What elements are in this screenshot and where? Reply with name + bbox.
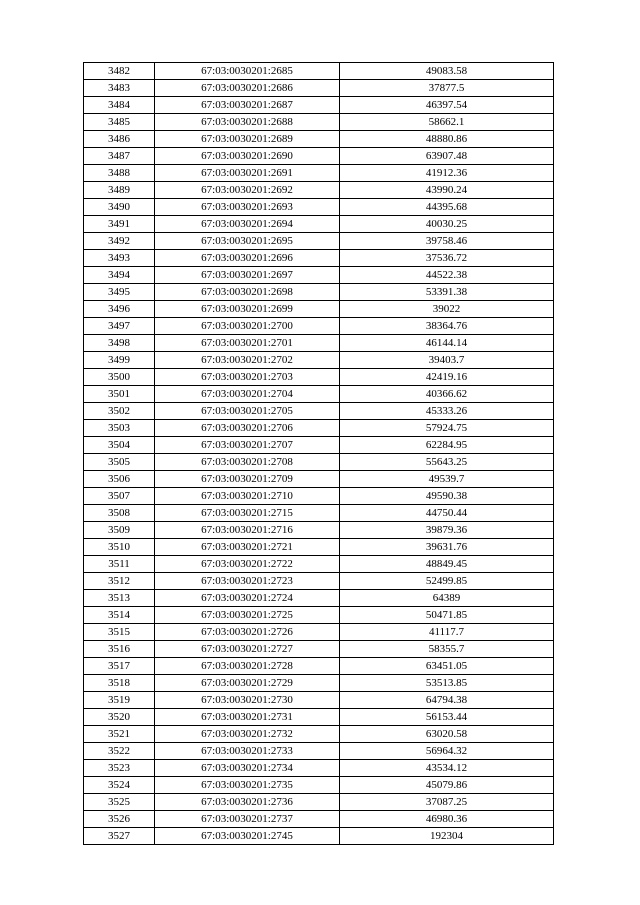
row-number-cell: 3520 — [84, 709, 155, 726]
table-row — [84, 63, 554, 80]
table-row — [84, 573, 554, 590]
cadastral-number-cell: 67:03:0030201:2708 — [155, 454, 340, 471]
row-number-cell: 3497 — [84, 318, 155, 335]
value-cell: 48880.86 — [340, 131, 554, 148]
table-row — [84, 794, 554, 811]
table-row — [84, 335, 554, 352]
cadastral-number-cell: 67:03:0030201:2697 — [155, 267, 340, 284]
cadastral-number-cell: 67:03:0030201:2730 — [155, 692, 340, 709]
value-cell: 39403.7 — [340, 352, 554, 369]
value-cell: 53513.85 — [340, 675, 554, 692]
cadastral-number-cell: 67:03:0030201:2716 — [155, 522, 340, 539]
value-cell: 192304 — [340, 828, 554, 845]
value-cell: 39631.76 — [340, 539, 554, 556]
table-row — [84, 284, 554, 301]
value-cell: 41117.7 — [340, 624, 554, 641]
table-row — [84, 556, 554, 573]
value-cell: 56153.44 — [340, 709, 554, 726]
value-cell: 39879.36 — [340, 522, 554, 539]
value-cell: 49590.38 — [340, 488, 554, 505]
cadastral-number-cell: 67:03:0030201:2737 — [155, 811, 340, 828]
cadastral-number-cell: 67:03:0030201:2745 — [155, 828, 340, 845]
row-number-cell: 3488 — [84, 165, 155, 182]
row-number-cell: 3526 — [84, 811, 155, 828]
row-number-cell: 3512 — [84, 573, 155, 590]
cadastral-number-cell: 67:03:0030201:2691 — [155, 165, 340, 182]
cadastral-number-cell: 67:03:0030201:2699 — [155, 301, 340, 318]
table-row — [84, 80, 554, 97]
cadastral-number-cell: 67:03:0030201:2736 — [155, 794, 340, 811]
cadastral-number-cell: 67:03:0030201:2687 — [155, 97, 340, 114]
value-cell: 64389 — [340, 590, 554, 607]
table-row — [84, 590, 554, 607]
cadastral-number-cell: 67:03:0030201:2707 — [155, 437, 340, 454]
row-number-cell: 3523 — [84, 760, 155, 777]
row-number-cell: 3515 — [84, 624, 155, 641]
row-number-cell: 3519 — [84, 692, 155, 709]
value-cell: 40366.62 — [340, 386, 554, 403]
cadastral-number-cell: 67:03:0030201:2703 — [155, 369, 340, 386]
table-row — [84, 607, 554, 624]
table-row — [84, 828, 554, 845]
row-number-cell: 3527 — [84, 828, 155, 845]
row-number-cell: 3504 — [84, 437, 155, 454]
table-row — [84, 216, 554, 233]
row-number-cell: 3521 — [84, 726, 155, 743]
value-cell: 52499.85 — [340, 573, 554, 590]
value-cell: 50471.85 — [340, 607, 554, 624]
value-cell: 49539.7 — [340, 471, 554, 488]
value-cell: 37087.25 — [340, 794, 554, 811]
row-number-cell: 3493 — [84, 250, 155, 267]
cadastral-number-cell: 67:03:0030201:2726 — [155, 624, 340, 641]
row-number-cell: 3501 — [84, 386, 155, 403]
row-number-cell: 3498 — [84, 335, 155, 352]
row-number-cell: 3518 — [84, 675, 155, 692]
row-number-cell: 3510 — [84, 539, 155, 556]
table-body — [84, 63, 554, 845]
row-number-cell: 3486 — [84, 131, 155, 148]
value-cell: 63451.05 — [340, 658, 554, 675]
cadastral-value-table — [83, 62, 554, 845]
cadastral-number-cell: 67:03:0030201:2702 — [155, 352, 340, 369]
row-number-cell: 3509 — [84, 522, 155, 539]
value-cell: 38364.76 — [340, 318, 554, 335]
row-number-cell: 3499 — [84, 352, 155, 369]
cadastral-number-cell: 67:03:0030201:2689 — [155, 131, 340, 148]
value-cell: 53391.38 — [340, 284, 554, 301]
cadastral-number-cell: 67:03:0030201:2686 — [155, 80, 340, 97]
row-number-cell: 3483 — [84, 80, 155, 97]
cadastral-number-cell: 67:03:0030201:2728 — [155, 658, 340, 675]
value-cell: 45079.86 — [340, 777, 554, 794]
row-number-cell: 3524 — [84, 777, 155, 794]
row-number-cell: 3484 — [84, 97, 155, 114]
table-row — [84, 148, 554, 165]
cadastral-number-cell: 67:03:0030201:2704 — [155, 386, 340, 403]
row-number-cell: 3508 — [84, 505, 155, 522]
cadastral-number-cell: 67:03:0030201:2690 — [155, 148, 340, 165]
row-number-cell: 3491 — [84, 216, 155, 233]
value-cell: 39758.46 — [340, 233, 554, 250]
row-number-cell: 3494 — [84, 267, 155, 284]
table-row — [84, 165, 554, 182]
row-number-cell: 3503 — [84, 420, 155, 437]
table-row — [84, 318, 554, 335]
table-row — [84, 471, 554, 488]
row-number-cell: 3502 — [84, 403, 155, 420]
row-number-cell: 3513 — [84, 590, 155, 607]
value-cell: 49083.58 — [340, 63, 554, 80]
cadastral-number-cell: 67:03:0030201:2694 — [155, 216, 340, 233]
value-cell: 46397.54 — [340, 97, 554, 114]
value-cell: 43534.12 — [340, 760, 554, 777]
value-cell: 46144.14 — [340, 335, 554, 352]
row-number-cell: 3496 — [84, 301, 155, 318]
row-number-cell: 3507 — [84, 488, 155, 505]
cadastral-number-cell: 67:03:0030201:2725 — [155, 607, 340, 624]
table-row — [84, 131, 554, 148]
cadastral-number-cell: 67:03:0030201:2733 — [155, 743, 340, 760]
table-row — [84, 675, 554, 692]
table-row — [84, 97, 554, 114]
cadastral-number-cell: 67:03:0030201:2724 — [155, 590, 340, 607]
cadastral-number-cell: 67:03:0030201:2692 — [155, 182, 340, 199]
cadastral-number-cell: 67:03:0030201:2709 — [155, 471, 340, 488]
table-row — [84, 437, 554, 454]
value-cell: 41912.36 — [340, 165, 554, 182]
row-number-cell: 3525 — [84, 794, 155, 811]
table-row — [84, 369, 554, 386]
value-cell: 42419.16 — [340, 369, 554, 386]
value-cell: 43990.24 — [340, 182, 554, 199]
row-number-cell: 3516 — [84, 641, 155, 658]
cadastral-number-cell: 67:03:0030201:2688 — [155, 114, 340, 131]
table-row — [84, 182, 554, 199]
value-cell: 63907.48 — [340, 148, 554, 165]
table-row — [84, 777, 554, 794]
row-number-cell: 3489 — [84, 182, 155, 199]
table-row — [84, 488, 554, 505]
table-row — [84, 352, 554, 369]
value-cell: 62284.95 — [340, 437, 554, 454]
cadastral-number-cell: 67:03:0030201:2710 — [155, 488, 340, 505]
table-row — [84, 539, 554, 556]
table-row — [84, 267, 554, 284]
value-cell: 37536.72 — [340, 250, 554, 267]
table-row — [84, 709, 554, 726]
row-number-cell: 3500 — [84, 369, 155, 386]
cadastral-number-cell: 67:03:0030201:2721 — [155, 539, 340, 556]
row-number-cell: 3492 — [84, 233, 155, 250]
row-number-cell: 3522 — [84, 743, 155, 760]
table-row — [84, 403, 554, 420]
value-cell: 55643.25 — [340, 454, 554, 471]
cadastral-number-cell: 67:03:0030201:2696 — [155, 250, 340, 267]
table-row — [84, 692, 554, 709]
cadastral-number-cell: 67:03:0030201:2706 — [155, 420, 340, 437]
cadastral-number-cell: 67:03:0030201:2723 — [155, 573, 340, 590]
value-cell: 63020.58 — [340, 726, 554, 743]
table-row — [84, 658, 554, 675]
table-row — [84, 760, 554, 777]
cadastral-number-cell: 67:03:0030201:2705 — [155, 403, 340, 420]
cadastral-number-cell: 67:03:0030201:2735 — [155, 777, 340, 794]
value-cell: 44750.44 — [340, 505, 554, 522]
value-cell: 64794.38 — [340, 692, 554, 709]
row-number-cell: 3511 — [84, 556, 155, 573]
cadastral-number-cell: 67:03:0030201:2722 — [155, 556, 340, 573]
table-row — [84, 522, 554, 539]
value-cell: 46980.36 — [340, 811, 554, 828]
value-cell: 48849.45 — [340, 556, 554, 573]
table-row — [84, 114, 554, 131]
cadastral-number-cell: 67:03:0030201:2715 — [155, 505, 340, 522]
table-row — [84, 641, 554, 658]
cadastral-number-cell: 67:03:0030201:2685 — [155, 63, 340, 80]
table-row — [84, 420, 554, 437]
cadastral-number-cell: 67:03:0030201:2700 — [155, 318, 340, 335]
value-cell: 40030.25 — [340, 216, 554, 233]
row-number-cell: 3490 — [84, 199, 155, 216]
cadastral-number-cell: 67:03:0030201:2734 — [155, 760, 340, 777]
table-row — [84, 505, 554, 522]
value-cell: 58662.1 — [340, 114, 554, 131]
row-number-cell: 3487 — [84, 148, 155, 165]
table-row — [84, 233, 554, 250]
table-row — [84, 726, 554, 743]
cadastral-number-cell: 67:03:0030201:2729 — [155, 675, 340, 692]
cadastral-number-cell: 67:03:0030201:2732 — [155, 726, 340, 743]
value-cell: 56964.32 — [340, 743, 554, 760]
row-number-cell: 3506 — [84, 471, 155, 488]
table-row — [84, 624, 554, 641]
cadastral-number-cell: 67:03:0030201:2698 — [155, 284, 340, 301]
row-number-cell: 3485 — [84, 114, 155, 131]
row-number-cell: 3505 — [84, 454, 155, 471]
table-row — [84, 811, 554, 828]
table-row — [84, 301, 554, 318]
value-cell: 44522.38 — [340, 267, 554, 284]
cadastral-number-cell: 67:03:0030201:2727 — [155, 641, 340, 658]
cadastral-number-cell: 67:03:0030201:2701 — [155, 335, 340, 352]
table-row — [84, 250, 554, 267]
value-cell: 44395.68 — [340, 199, 554, 216]
row-number-cell: 3517 — [84, 658, 155, 675]
value-cell: 58355.7 — [340, 641, 554, 658]
cadastral-number-cell: 67:03:0030201:2695 — [155, 233, 340, 250]
cadastral-number-cell: 67:03:0030201:2693 — [155, 199, 340, 216]
row-number-cell: 3495 — [84, 284, 155, 301]
table-row — [84, 386, 554, 403]
value-cell: 57924.75 — [340, 420, 554, 437]
table-row — [84, 199, 554, 216]
value-cell: 37877.5 — [340, 80, 554, 97]
table-row — [84, 454, 554, 471]
cadastral-number-cell: 67:03:0030201:2731 — [155, 709, 340, 726]
row-number-cell: 3482 — [84, 63, 155, 80]
value-cell: 45333.26 — [340, 403, 554, 420]
row-number-cell: 3514 — [84, 607, 155, 624]
value-cell: 39022 — [340, 301, 554, 318]
table-row — [84, 743, 554, 760]
